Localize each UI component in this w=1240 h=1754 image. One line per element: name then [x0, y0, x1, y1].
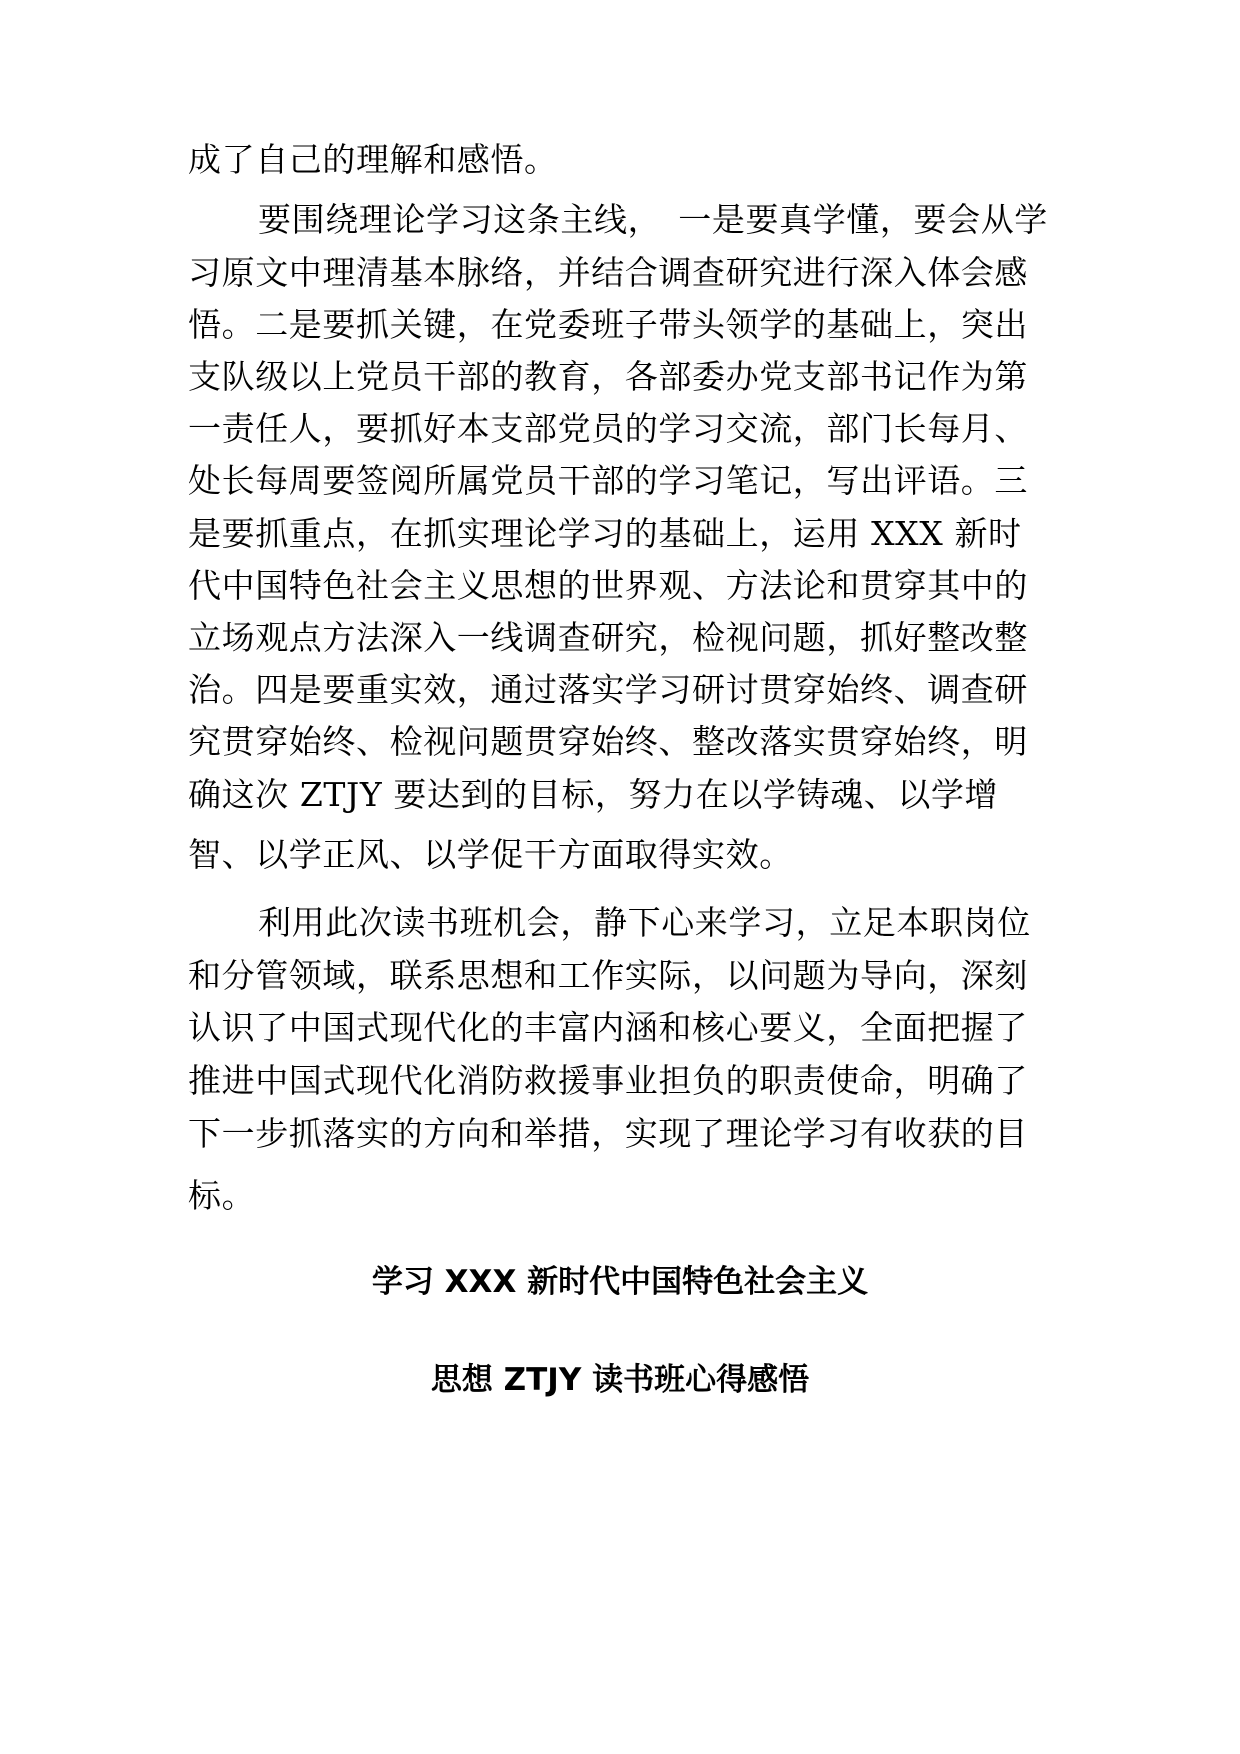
paragraph-line: 支队级以上党员干部的教育，各部委办党支部书记作为第	[188, 357, 1028, 396]
paragraph-line: 和分管领域，联系思想和工作实际，以问题为导向，深刻	[188, 956, 1028, 995]
paragraph-line: 悟。二是要抓关键，在党委班子带头领学的基础上，突出	[188, 305, 1028, 344]
section-title: 学习 XXX 新时代中国特色社会主义	[371, 1264, 869, 1300]
paragraph-line: 治。四是要重实效，通过落实学习研讨贯穿始终、调查研	[188, 670, 1028, 709]
paragraph-line: 立场观点方法深入一线调查研究，检视问题，抓好整改整	[188, 618, 1028, 657]
paragraph-line: 智、以学正风、以学促干方面取得实效。	[188, 835, 793, 874]
paragraph-line: 一责任人，要抓好本支部党员的学习交流，部门长每月、	[188, 409, 1028, 448]
paragraph-line: 处长每周要签阅所属党员干部的学习笔记，写出评语。三	[188, 461, 1028, 500]
paragraph-line: 下一步抓落实的方向和举措，实现了理论学习有收获的目	[188, 1114, 1028, 1153]
paragraph-line: 认识了中国式现代化的丰富内涵和核心要义，全面把握了	[188, 1008, 1028, 1047]
paragraph-line: 确这次 ZTJY 要达到的目标，努力在以学铸魂、以学增	[188, 775, 999, 814]
paragraph-line: 标。	[188, 1176, 256, 1215]
paragraph-line: 推进中国式现代化消防救援事业担负的职责使命，明确了	[188, 1061, 1028, 1100]
paragraph-line: 究贯穿始终、检视问题贯穿始终、整改落实贯穿始终，明	[188, 722, 1028, 761]
paragraph-line: 是要抓重点，在抓实理论学习的基础上，运用 XXX 新时	[188, 514, 1022, 553]
paragraph-line: 代中国特色社会主义思想的世界观、方法论和贯穿其中的	[188, 566, 1028, 605]
section-title: 思想 ZTJY 读书班心得感悟	[430, 1362, 810, 1398]
paragraph-line: 要围绕理论学习这条主线， 一是要真学懂，要会从学	[258, 200, 1048, 239]
paragraph-line: 利用此次读书班机会，静下心来学习，立足本职岗位	[258, 903, 1031, 942]
paragraph-line: 习原文中理清基本脉络，并结合调查研究进行深入体会感	[188, 253, 1028, 292]
paragraph-line: 成了自己的理解和感悟。	[188, 140, 558, 179]
